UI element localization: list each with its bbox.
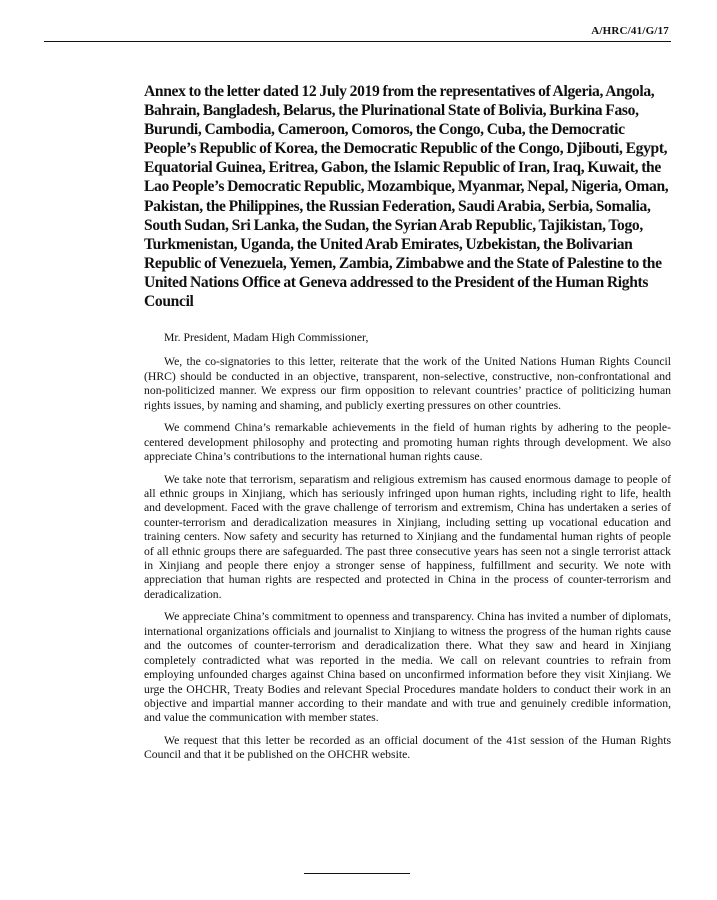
paragraph-1: We, the co-signatories to this letter, reiterate that the work of the United Nations Human Rights Council (HRC) should be conducted in an objective, transparent, non-selective, constructive, non-confrontational and non-politicized manner. We express our firm opposition to relevant countries’ practice of politicizing human rights issues, by naming and shaming, and publicly exerting pressures on other countries. bbox=[144, 355, 671, 412]
paragraph-2: We commend China’s remarkable achievements in the field of human rights by adhering to the people-centered development philosophy and protecting and promoting human rights through development. We also appreciate China’s contributions to the international human rights cause. bbox=[144, 421, 671, 464]
paragraph-4: We appreciate China’s commitment to openness and transparency. China has invited a number of diplomats, international organizations officials and journalist to Xinjiang to witness the progress of the human rights cause and the outcomes of counter-terrorism and deradicalization there. What they saw and heard in Xinjiang completely contradicted what was reported in the media. We call on relevant countries to refrain from employing unfounded charges against China based on unconfirmed information before they visit Xinjiang. We urge the OHCHR, Treaty Bodies and relevant Special Procedures mandate holders to conduct their work in an objective and impartial manner according to their mandate and with true and genuinely credible information, and value the communication with member states. bbox=[144, 610, 671, 725]
header-rule bbox=[44, 41, 671, 42]
letter-body bbox=[144, 331, 671, 771]
paragraph-3: We take note that terrorism, separatism and religious extremism has caused enormous damage to people of all ethnic groups in Xinjiang, which has seriously infringed upon human rights, including right to life, health and development. Faced with the grave challenge of terrorism and extremism, China has undertaken a series of counter-terrorism and deradicalization measures in Xinjiang, including setting up vocational education and training centers. Now safety and security has returned to Xinjiang and the fundamental human rights of people of all ethnic groups there are safeguarded. The past three consecutive years has seen not a single terrorist attack in Xinjiang and people there enjoy a stronger sense of happiness, fulfillment and security. We note with appreciation that human rights are respected and protected in China in the process of counter-terrorism and deradicalization. bbox=[144, 472, 671, 601]
annex-title: Annex to the letter dated 12 July 2019 from the representatives of Algeria, Angola, Bahrain, Bangladesh, Belarus, the Plurinational State of Bolivia, Burkina Faso, Burundi, Cambodia, Cameroon, Comoros, the Congo, Cuba, the Democratic People’s Republic of Korea, the Democratic Republic of the Congo, Djibouti, Egypt, Equatorial Guinea, Eritrea, Gabon, the Islamic Republic of Iran, Iraq, Kuwait, the Lao People’s Democratic Republic, Mozambique, Myanmar, Nepal, Nigeria, Oman, Pakistan, the Philippines, the Russian Federation, Saudi Arabia, Serbia, Somalia, South Sudan, Sri Lanka, the Sudan, the Syrian Arab Republic, Tajikistan, Togo, Turkmenistan, Uganda, the United Arab Emirates, Uzbekistan, the Bolivarian Republic of Venezuela, Yemen, Zambia, Zimbabwe and the State of Palestine to the United Nations Office at Geneva addressed to the President of the Human Rights Council bbox=[144, 83, 669, 311]
document-symbol: A/HRC/41/G/17 bbox=[591, 25, 669, 37]
end-of-document-rule bbox=[304, 873, 410, 874]
paragraph-5: We request that this letter be recorded as an official document of the 41st session of the Human Rights Council and that it be published on the OHCHR website. bbox=[144, 733, 671, 762]
salutation: Mr. President, Madam High Commissioner, bbox=[164, 331, 369, 344]
